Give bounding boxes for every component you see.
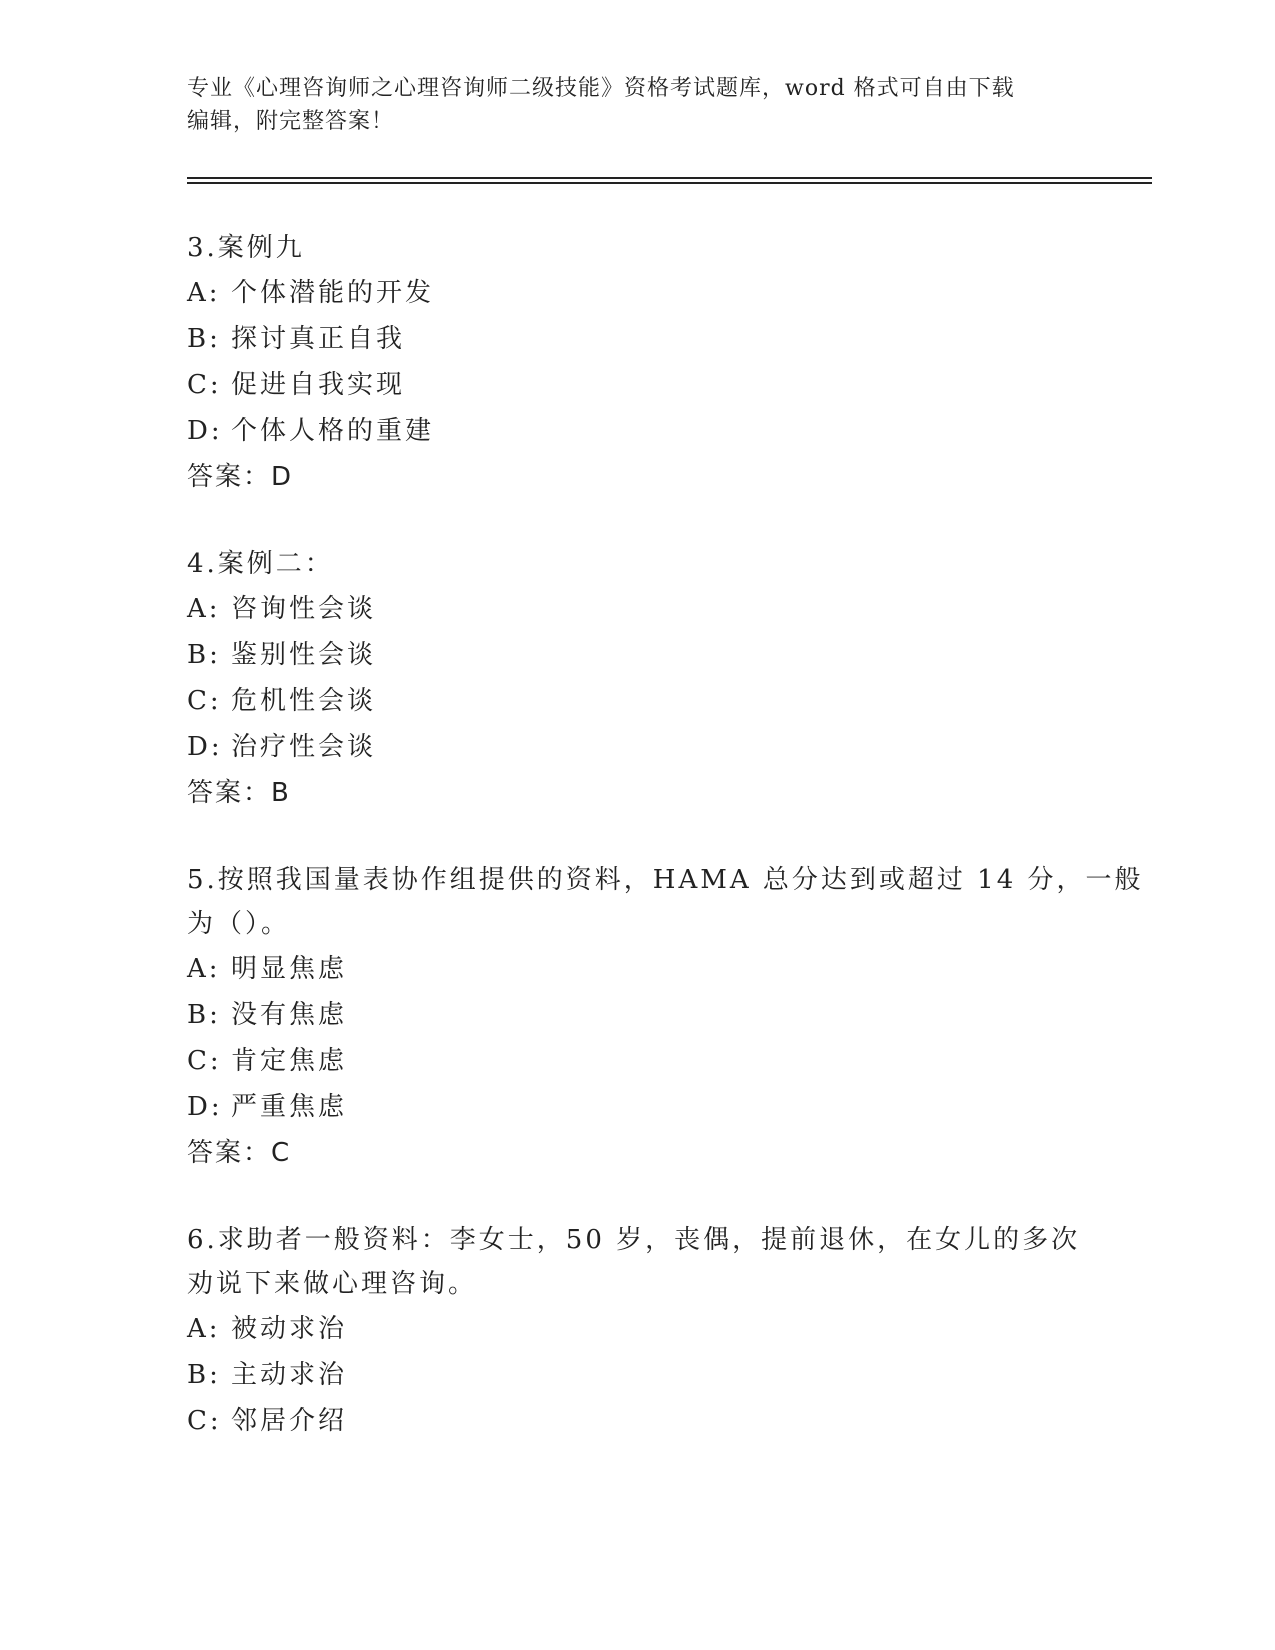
option-text: 咨询性会谈	[231, 594, 377, 624]
option-text: 个体人格的重建	[231, 416, 435, 446]
header-line-2: 编辑，附完整答案！	[187, 109, 395, 134]
option-c	[187, 1398, 1087, 1444]
option-letter: C:	[187, 1406, 222, 1436]
option-c	[187, 362, 1087, 408]
question-3	[187, 226, 1087, 500]
option-letter: C:	[187, 370, 222, 400]
option-text: 个体潜能的开发	[231, 278, 435, 308]
option-letter: C:	[187, 1046, 222, 1076]
document-header	[187, 72, 1087, 138]
option-d	[187, 408, 1087, 454]
option-a	[187, 586, 1087, 632]
option-letter: D:	[187, 416, 223, 446]
option-text: 鉴别性会谈	[231, 640, 377, 670]
option-d	[187, 724, 1087, 770]
option-text: 危机性会谈	[231, 686, 377, 716]
option-letter: B:	[187, 1360, 221, 1390]
option-letter: B:	[187, 1000, 221, 1030]
option-d	[187, 1084, 1087, 1130]
question-stem: 6.求助者一般资料：李女士，50 岁，丧偶，提前退休，在女儿的多次	[187, 1225, 1081, 1255]
option-letter: A:	[187, 278, 221, 308]
option-text: 没有焦虑	[231, 1000, 348, 1030]
option-b	[187, 632, 1087, 678]
option-c	[187, 1038, 1087, 1084]
option-a	[187, 1306, 1087, 1352]
answer-line: 答案：C	[187, 1138, 292, 1168]
option-text: 肯定焦虑	[231, 1046, 348, 1076]
option-letter: A:	[187, 594, 221, 624]
option-letter: D:	[187, 732, 223, 762]
question-stem: 3.案例九	[187, 233, 305, 263]
question-stem-continued: 劝说下来做心理咨询。	[187, 1269, 478, 1299]
answer-line: 答案：D	[187, 462, 294, 492]
option-letter: B:	[187, 640, 221, 670]
answer-line: 答案：B	[187, 778, 291, 808]
option-letter: B:	[187, 324, 221, 354]
option-b	[187, 316, 1087, 362]
option-text: 治疗性会谈	[231, 732, 377, 762]
option-text: 探讨真正自我	[231, 324, 406, 354]
option-text: 主动求治	[231, 1360, 348, 1390]
option-b	[187, 1352, 1087, 1398]
question-4	[187, 542, 1087, 816]
header-divider-bottom	[187, 182, 1152, 184]
question-6	[187, 1218, 1087, 1444]
option-text: 严重焦虑	[231, 1092, 348, 1122]
option-text: 被动求治	[231, 1314, 348, 1344]
option-c	[187, 678, 1087, 724]
option-a	[187, 270, 1087, 316]
option-a	[187, 946, 1087, 992]
question-stem: 4.案例二：	[187, 549, 334, 579]
header-line-1: 专业《心理咨询师之心理咨询师二级技能》资格考试题库，word 格式可自由下载	[187, 76, 1015, 101]
header-divider-top	[187, 177, 1152, 179]
question-stem: 5.按照我国量表协作组提供的资料，HAMA 总分达到或超过 14 分，一般	[187, 865, 1144, 895]
option-text: 促进自我实现	[231, 370, 406, 400]
option-letter: A:	[187, 954, 221, 984]
question-stem-continued: 为（）。	[187, 909, 291, 939]
option-b	[187, 992, 1087, 1038]
option-text: 明显焦虑	[231, 954, 348, 984]
option-letter: D:	[187, 1092, 223, 1122]
option-text: 邻居介绍	[231, 1406, 348, 1436]
option-letter: C:	[187, 686, 222, 716]
option-letter: A:	[187, 1314, 221, 1344]
question-5	[187, 858, 1144, 1176]
